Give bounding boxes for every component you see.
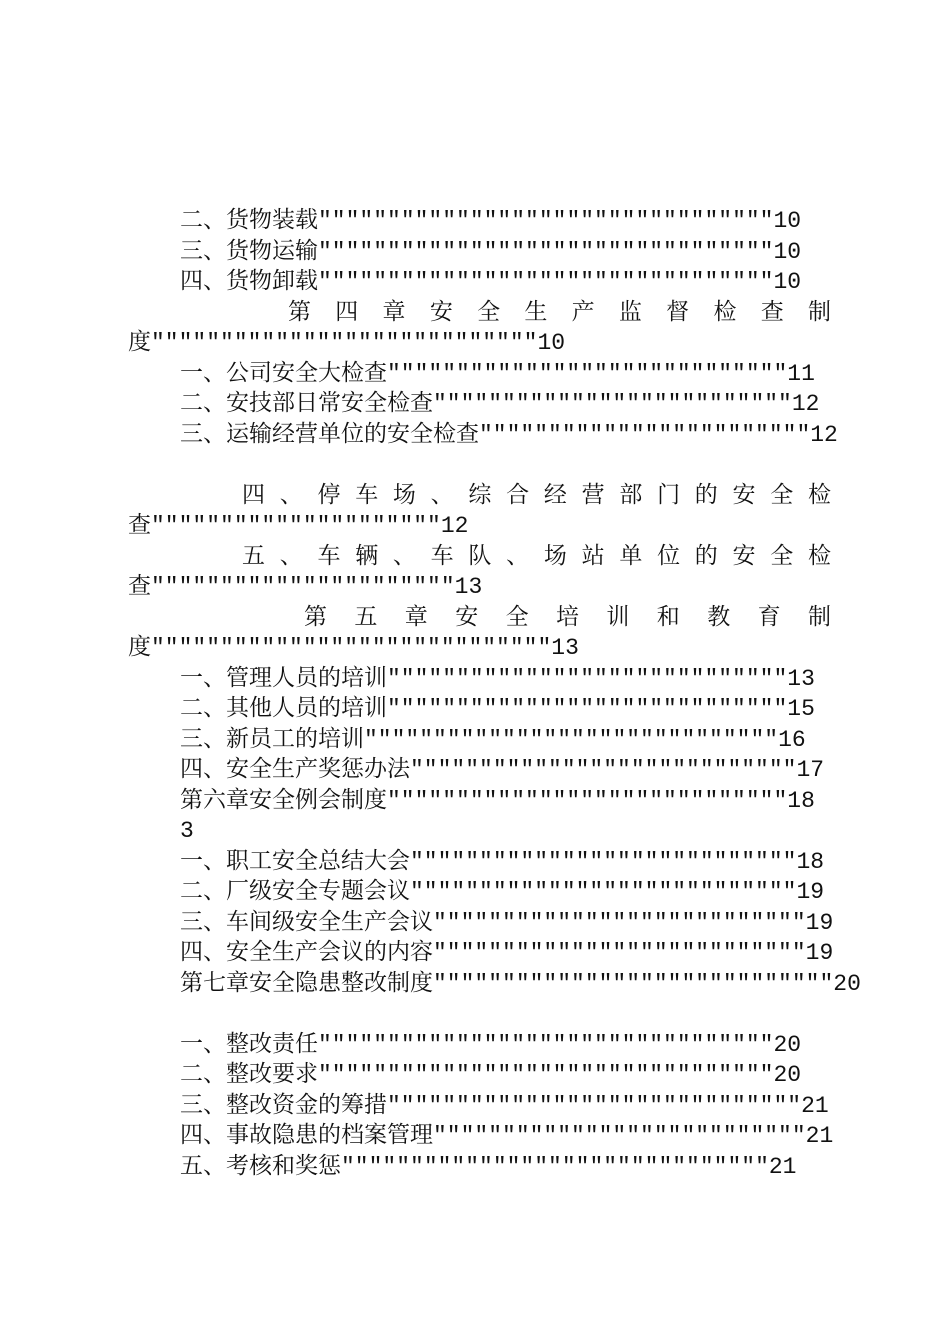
toc-entry: 一、职工安全总结大会""""""""""""""""""""""""""""18 — [180, 849, 825, 875]
toc-entry: 二、厂级安全专题会议""""""""""""""""""""""""""""19 — [180, 879, 825, 905]
toc-entry: 二、货物装载"""""""""""""""""""""""""""""""""10 — [180, 208, 802, 234]
toc-entry: 一、管理人员的培训"""""""""""""""""""""""""""""13 — [180, 666, 815, 692]
toc-entry: 三、运输经营单位的安全检查""""""""""""""""""""""""12 — [180, 422, 838, 448]
toc-entry: 查"""""""""""""""""""""12 — [128, 513, 469, 539]
toc-entry: 度"""""""""""""""""""""""""""""13 — [128, 635, 579, 661]
toc-entry: 四、安全生产奖惩办法""""""""""""""""""""""""""""17 — [180, 757, 825, 783]
page-number: 3 — [180, 818, 194, 844]
toc-entry: 三、新员工的培训""""""""""""""""""""""""""""""16 — [180, 727, 806, 753]
chapter-heading: 第四章安全生产监督检查制 — [288, 300, 831, 326]
toc-entry: 五、考核和奖惩"""""""""""""""""""""""""""""""21 — [180, 1154, 797, 1180]
toc-entry: 二、安技部日常安全检查""""""""""""""""""""""""""12 — [180, 391, 820, 417]
toc-entry: 一、公司安全大检查"""""""""""""""""""""""""""""11 — [180, 361, 815, 387]
toc-entry: 四、事故隐患的档案管理"""""""""""""""""""""""""""21 — [180, 1123, 834, 1149]
chapter-heading: 第六章安全例会制度"""""""""""""""""""""""""""""18 — [180, 788, 815, 814]
toc-entry: 三、车间级安全生产会议"""""""""""""""""""""""""""19 — [180, 910, 834, 936]
toc-entry: 四、货物卸载"""""""""""""""""""""""""""""""""10 — [180, 269, 802, 295]
toc-entry: 一、整改责任"""""""""""""""""""""""""""""""""20 — [180, 1032, 802, 1058]
chapter-heading: 第七章安全隐患整改制度"""""""""""""""""""""""""""""20 — [180, 971, 861, 997]
toc-entry: 查""""""""""""""""""""""13 — [128, 574, 483, 600]
toc-entry: 三、整改资金的筹措""""""""""""""""""""""""""""""21 — [180, 1093, 829, 1119]
toc-entry: 三、货物运输"""""""""""""""""""""""""""""""""10 — [180, 239, 802, 265]
toc-entry: 五、车辆、车队、场站单位的安全检 — [242, 544, 831, 570]
toc-entry: 四、停车场、综合经营部门的安全检 — [242, 483, 831, 509]
toc-entry: 二、整改要求"""""""""""""""""""""""""""""""""20 — [180, 1062, 802, 1088]
toc-entry: 二、其他人员的培训"""""""""""""""""""""""""""""15 — [180, 696, 815, 722]
chapter-heading: 第五章安全培训和教育制 — [304, 605, 831, 631]
toc-entry: 四、安全生产会议的内容"""""""""""""""""""""""""""19 — [180, 940, 834, 966]
toc-entry: 度""""""""""""""""""""""""""""10 — [128, 330, 566, 356]
